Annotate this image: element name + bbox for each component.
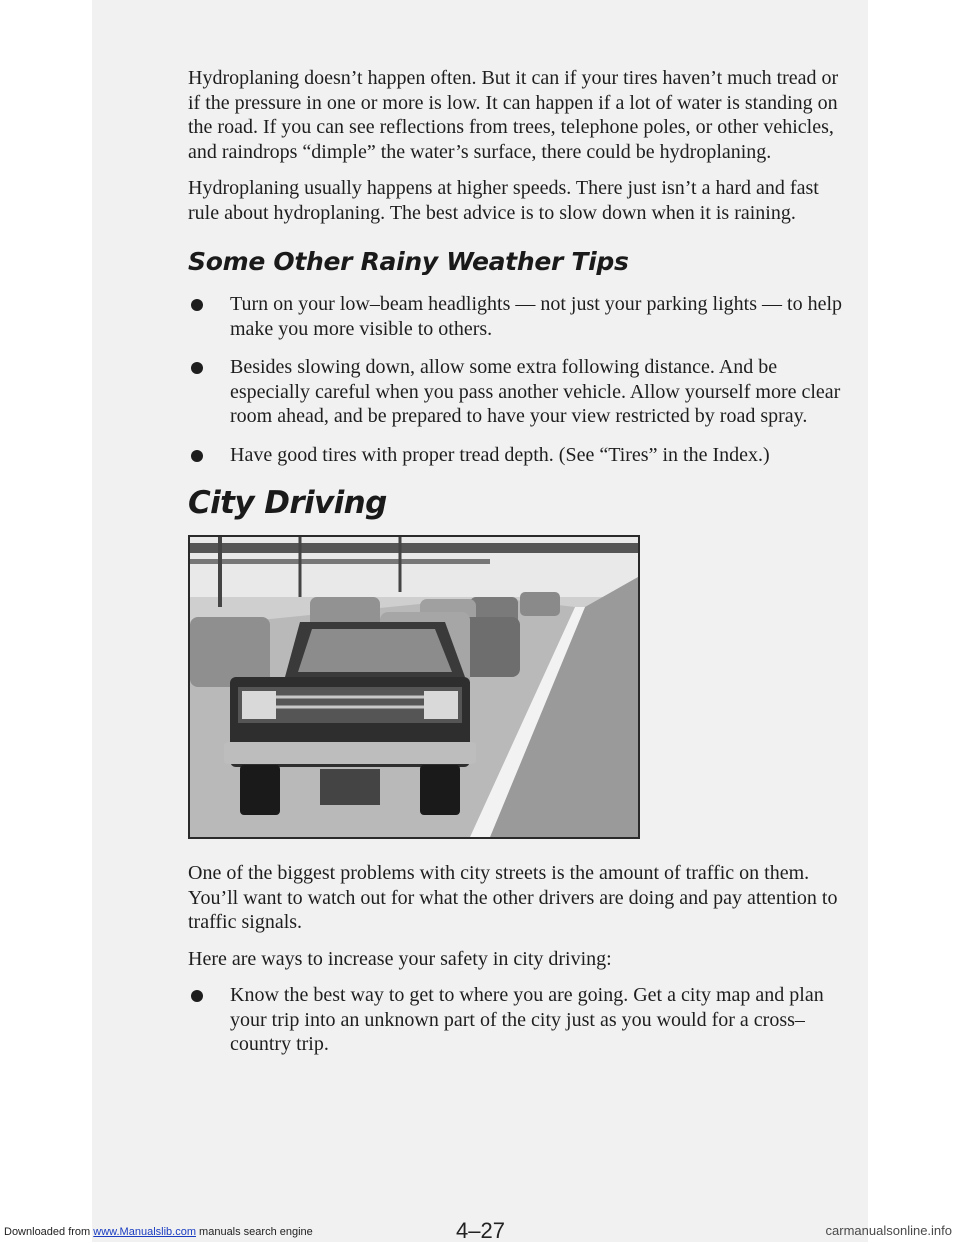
section-heading: City Driving: [188, 485, 387, 521]
bullet-dot-icon: [191, 990, 203, 1002]
list-item-text: Know the best way to get to where you are going. Get a city map and plan your trip into an unknown part of the city just as you would for a cross–country trip.: [230, 984, 824, 1055]
list-item-text: Besides slowing down, allow some extra following distance. And be especially careful when you pass another vehicle. Allow yourself more clear room ahead, and be prepared to have your view restricted by road spray.: [230, 356, 841, 427]
manualslib-link[interactable]: www.Manualslib.com: [93, 1226, 196, 1238]
list-item: [188, 443, 848, 468]
bullet-dot-icon: [191, 450, 203, 462]
list-item: [188, 292, 848, 341]
list-item: [188, 355, 848, 429]
pickup-truck-traffic-illustration: [190, 537, 638, 837]
list-item-text: Turn on your low–beam headlights — not just your parking lights — to help make you more visible to others.: [230, 293, 843, 340]
bullet-dot-icon: [191, 299, 203, 311]
content-column: [188, 66, 848, 1071]
rainy-tips-list: [188, 292, 848, 467]
list-item: [188, 983, 848, 1057]
page-number: 4–27: [456, 1218, 505, 1243]
body-paragraph: Here are ways to increase your safety in city driving:: [188, 947, 612, 970]
footer-suffix: manuals search engine: [199, 1226, 313, 1238]
traffic-illustration: [188, 535, 640, 839]
bullet-dot-icon: [191, 362, 203, 374]
footer-prefix: Downloaded from: [4, 1226, 91, 1238]
section-subheading: Some Other Rainy Weather Tips: [188, 247, 629, 276]
city-driving-list: [188, 983, 848, 1057]
download-footer: [4, 1226, 313, 1238]
body-paragraph: One of the biggest problems with city streets is the amount of traffic on them. You’ll want to watch out for what the other drivers are doing and pay attention to traffic signals.: [188, 862, 838, 933]
watermark-text: carmanualsonline.info: [825, 1223, 952, 1238]
body-paragraph: Hydroplaning doesn’t happen often. But it can if your tires haven’t much tread or if the pressure in one or more is low. It can happen if a lot of water is standing on the road. If you can see reflections from trees, telephone poles, or other vehicles, and raindrops “dimple” the water’s surface, there could be hydroplaning.: [188, 67, 839, 163]
list-item-text: Have good tires with proper tread depth. (See “Tires” in the Index.): [230, 443, 770, 466]
body-paragraph: Hydroplaning usually happens at higher speeds. There just isn’t a hard and fast rule about hydroplaning. The best advice is to slow down when it is raining.: [188, 177, 819, 224]
